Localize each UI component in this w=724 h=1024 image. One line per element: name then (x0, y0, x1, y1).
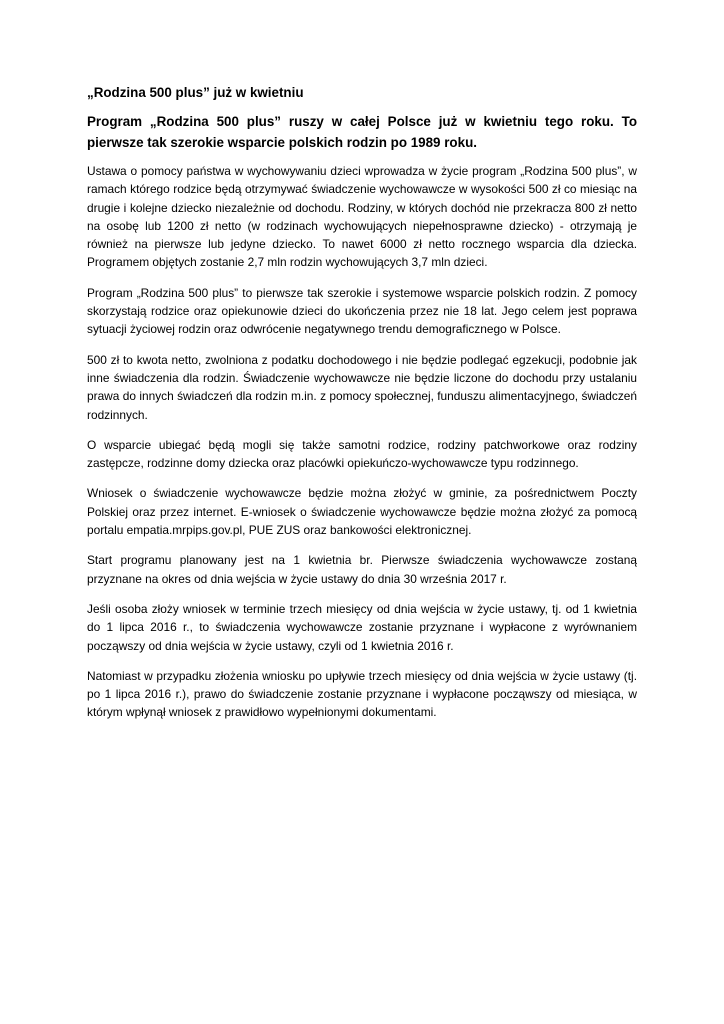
paragraph-4: O wsparcie ubiegać będą mogli się także samotni rodzice, rodziny patchworkowe oraz rodziny zastępcze, rodzinne domy dziecka oraz placówki opiekuńczo-wychowawcze typu rodzinnego. (87, 437, 637, 471)
paragraph-6: Start programu planowany jest na 1 kwietnia br. Pierwsze świadczenia wychowawcze zostaną przyznane na okres od dnia wejścia w życie ustawy do dnia 30 września 2017 r. (87, 553, 637, 586)
document-lead: Program „Rodzina 500 plus” ruszy w całej Polsce już w kwietniu tego roku. To pierwsze tak szerokie wsparcie polskich rodzin po 1989 roku. (87, 114, 637, 150)
paragraph-7: Jeśli osoba złoży wniosek w terminie trzech miesięcy od dnia wejścia w życie ustawy, tj. od 1 kwietnia do 1 lipca 2016 r., to świadczenia wychowawcze zostanie przyznane i wypłacone z wyrównaniem począwszy od dnia wejścia w życie ustawy, czyli od 1 kwietnia 2016 r. (87, 601, 637, 653)
document-title: „Rodzina 500 plus” już w kwietniu (87, 85, 304, 100)
paragraph-8: Natomiast w przypadku złożenia wniosku po upływie trzech miesięcy od dnia wejścia w życie ustawy (tj. po 1 lipca 2016 r.), prawo do świadczenie zostanie przyznane i wypłacone począwszy od miesiąca, w którym wpłynął wniosek z prawidłowo wypełnionymi dokumentami. (87, 668, 637, 720)
paragraph-5: Wniosek o świadczenie wychowawcze będzie można złożyć w gminie, za pośrednictwem Poczty Polskiej oraz przez internet. E-wniosek o świadczenie wychowawcze będzie można złożyć za pomocą portalu empatia.mrpips.gov.pl, PUE ZUS oraz bankowości elektronicznej. (87, 486, 637, 538)
document-body (87, 162, 637, 722)
paragraph-1: Ustawa o pomocy państwa w wychowywaniu dzieci wprowadza w życie program „Rodzina 500 plus”, w ramach którego rodzice będą otrzymywać świadczenie wychowawcze w wysokości 500 zł co miesiąc na drugie i kolejne dziecko niezależnie od dochodu. Rodziny, w których dochód nie przekracza 800 zł netto na osobę lub 1200 zł netto (w rodzinach wychowujących niepełnosprawne dziecko) - otrzymają je również na pierwsze lub jedyne dziecko. To nawet 6000 zł netto rocznego wsparcia dla dziecka. Programem objętych zostanie 2,7 mln rodzin wychowujących 3,7 mln dzieci. (87, 164, 637, 270)
paragraph-3: 500 zł to kwota netto, zwolniona z podatku dochodowego i nie będzie podlegać egzekucji, podobnie jak inne świadczenia dla rodzin. Świadczenie wychowawcze nie będzie liczone do dochodu przy ustalaniu prawa do innych świadczeń dla rodzin m.in. z pomocy społecznej, funduszu alimentacyjnego, świadczeń rodzinnych. (87, 352, 637, 422)
paragraph-2: Program „Rodzina 500 plus” to pierwsze tak szerokie i systemowe wsparcie polskich rodzin. Z pomocy skorzystają rodzice oraz opiekunowie dzieci do ukończenia przez nie 18 lat. Jego celem jest poprawa sytuacji życiowej rodzin oraz odwrócenie negatywnego trendu demograficznego w Polsce. (87, 285, 637, 337)
